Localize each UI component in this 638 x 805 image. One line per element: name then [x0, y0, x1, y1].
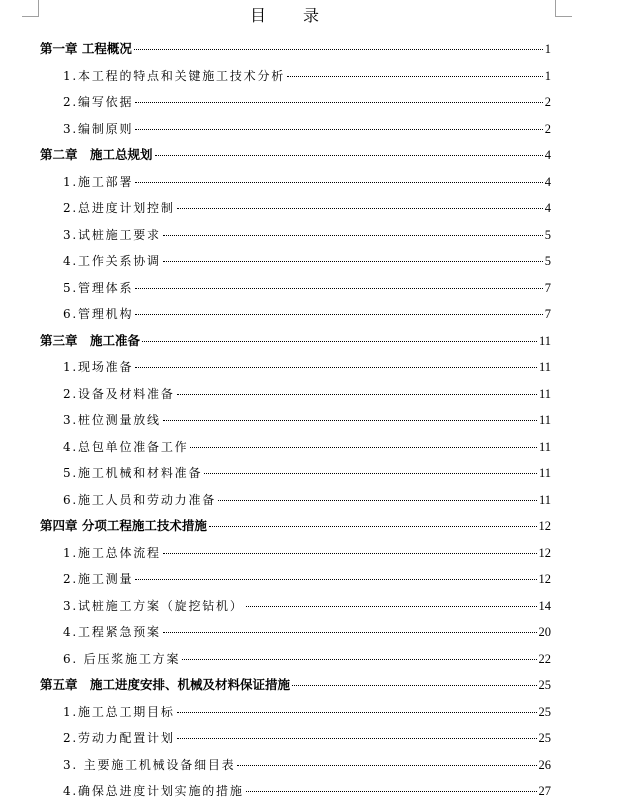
toc-page-number: 25: [538, 704, 551, 719]
toc-page-number: 4: [544, 148, 551, 162]
toc-section-entry[interactable]: [40, 487, 551, 514]
toc-section-entry[interactable]: [40, 725, 551, 752]
toc-entry-label: 3.试桩施工方案（旋挖钻机）: [63, 598, 244, 613]
toc-section-entry[interactable]: [40, 619, 551, 646]
dot-leader: [155, 155, 543, 156]
toc-section-entry[interactable]: [40, 354, 551, 381]
dot-leader: [177, 738, 537, 739]
toc-page-number: 2: [544, 121, 551, 136]
toc-section-entry[interactable]: [40, 593, 551, 620]
toc-entry-label: 第五章 施工进度安排、机械及材料保证措施: [40, 677, 291, 692]
toc-section-entry[interactable]: [40, 646, 551, 673]
toc-entry-label: 5.施工机械和材料准备: [63, 466, 203, 480]
toc-entry-label: 3.编制原则: [63, 121, 134, 136]
toc-section-entry[interactable]: [40, 434, 551, 461]
toc-entry-label: 2.编写依据: [63, 95, 134, 109]
dot-leader: [163, 420, 537, 421]
toc-entry-label: 第三章 施工准备: [40, 332, 141, 348]
dot-leader: [135, 102, 543, 103]
toc-page-number: 20: [538, 625, 551, 639]
dot-leader: [218, 500, 537, 501]
toc-page-number: 11: [538, 360, 551, 374]
dot-leader: [292, 685, 536, 686]
toc-section-entry[interactable]: [40, 778, 551, 805]
toc-section-entry[interactable]: [40, 381, 551, 408]
toc-entry-label: 3.桩位测量放线: [63, 413, 161, 427]
toc-entry-label: 4.工程紧急预案: [63, 625, 161, 639]
toc-chapter-entry[interactable]: [40, 142, 551, 169]
toc-section-entry[interactable]: [40, 89, 551, 116]
dot-leader: [209, 526, 537, 527]
toc-entry-label: 1.施工部署: [63, 174, 134, 189]
toc-section-entry[interactable]: [40, 301, 551, 328]
toc-page-number: 7: [544, 280, 551, 295]
toc-page-number: 25: [538, 678, 551, 692]
toc-page-number: 7: [544, 307, 551, 321]
toc-page-number: 11: [538, 492, 551, 507]
toc-section-entry[interactable]: [40, 275, 551, 302]
toc-entry-label: 4.总包单位准备工作: [63, 439, 189, 454]
toc-section-entry[interactable]: [40, 407, 551, 434]
toc-entry-label: 1.本工程的特点和关键施工技术分析: [63, 68, 286, 83]
toc-page-number: 2: [544, 95, 551, 109]
toc-page-number: 5: [544, 227, 551, 242]
toc-page-number: 12: [538, 545, 551, 560]
dot-leader: [246, 791, 537, 792]
toc-chapter-entry[interactable]: [40, 328, 551, 355]
toc-page-number: 4: [544, 174, 551, 189]
toc-section-entry[interactable]: [40, 169, 551, 196]
toc-page-number: 14: [538, 598, 551, 613]
dot-leader: [237, 765, 536, 766]
toc-entry-label: 2.总进度计划控制: [63, 201, 175, 215]
toc-page-number: 12: [538, 519, 551, 533]
toc-entry-label: 2.设备及材料准备: [63, 386, 175, 401]
toc-chapter-entry[interactable]: [40, 672, 551, 699]
dot-leader: [190, 447, 537, 448]
toc-section-entry[interactable]: [40, 460, 551, 487]
dot-leader: [135, 367, 537, 368]
dot-leader: [135, 579, 536, 580]
toc-entry-label: 2.劳动力配置计划: [63, 731, 175, 745]
dot-leader: [135, 129, 543, 130]
toc-entry-label: 1.现场准备: [63, 360, 134, 374]
toc-entry-label: 1.施工总体流程: [63, 545, 161, 560]
toc-page-number: 5: [544, 254, 551, 268]
toc-page-number: 11: [538, 386, 551, 401]
toc-entry-label: 6.管理机构: [63, 307, 134, 321]
toc-page-number: 4: [544, 201, 551, 215]
dot-leader: [246, 606, 537, 607]
table-of-contents: [40, 36, 551, 805]
toc-section-entry[interactable]: [40, 699, 551, 726]
toc-page-number: 26: [538, 757, 551, 772]
toc-entry-label: 第四章 分项工程施工技术措施: [40, 518, 207, 533]
toc-entry-label: 6.施工人员和劳动力准备: [63, 492, 217, 507]
toc-page-number: 1: [544, 42, 551, 56]
dot-leader: [177, 394, 537, 395]
dot-leader: [177, 712, 537, 713]
toc-section-entry[interactable]: [40, 752, 551, 779]
toc-section-entry[interactable]: [40, 566, 551, 593]
toc-section-entry[interactable]: [40, 248, 551, 275]
toc-chapter-entry[interactable]: [40, 36, 551, 63]
toc-entry-label: 1.施工总工期目标: [63, 704, 175, 719]
toc-entry-label: 4.确保总进度计划实施的措施: [63, 784, 244, 798]
dot-leader: [177, 208, 543, 209]
toc-page-number: 11: [538, 439, 551, 454]
toc-page-number: 11: [538, 333, 551, 348]
toc-page-number: 27: [538, 784, 551, 798]
dot-leader: [142, 341, 537, 342]
toc-entry-label: 5.管理体系: [63, 280, 134, 295]
toc-entry-label: 第一章 工程概况: [40, 41, 132, 56]
toc-section-entry[interactable]: [40, 63, 551, 90]
dot-leader: [182, 659, 536, 660]
dot-leader: [163, 261, 543, 262]
toc-page-number: 1: [544, 68, 551, 83]
toc-entry-label: 4.工作关系协调: [63, 254, 161, 268]
dot-leader: [134, 49, 543, 50]
dot-leader: [163, 632, 537, 633]
dot-leader: [163, 235, 543, 236]
toc-page-number: 12: [538, 572, 551, 586]
toc-chapter-entry[interactable]: [40, 513, 551, 540]
toc-page-number: 25: [538, 731, 551, 745]
toc-entry-label: 2.施工测量: [63, 572, 134, 586]
dot-leader: [135, 182, 543, 183]
dot-leader: [135, 288, 543, 289]
dot-leader: [287, 76, 543, 77]
dot-leader: [135, 314, 543, 315]
toc-entry-label: 3. 主要施工机械设备细目表: [63, 757, 236, 772]
toc-page-number: 11: [538, 466, 551, 480]
toc-section-entry[interactable]: [40, 195, 551, 222]
toc-section-entry[interactable]: [40, 540, 551, 567]
toc-section-entry[interactable]: [40, 222, 551, 249]
dot-leader: [163, 553, 537, 554]
toc-page-number: 22: [538, 651, 551, 666]
dot-leader: [204, 473, 537, 474]
toc-title: 目 录: [249, 6, 336, 25]
toc-entry-label: 3.试桩施工要求: [63, 227, 161, 242]
toc-entry-label: 6. 后压浆施工方案: [63, 651, 181, 666]
toc-page-number: 11: [538, 413, 551, 427]
toc-section-entry[interactable]: [40, 116, 551, 143]
toc-entry-label: 第二章 施工总规划: [40, 147, 153, 162]
